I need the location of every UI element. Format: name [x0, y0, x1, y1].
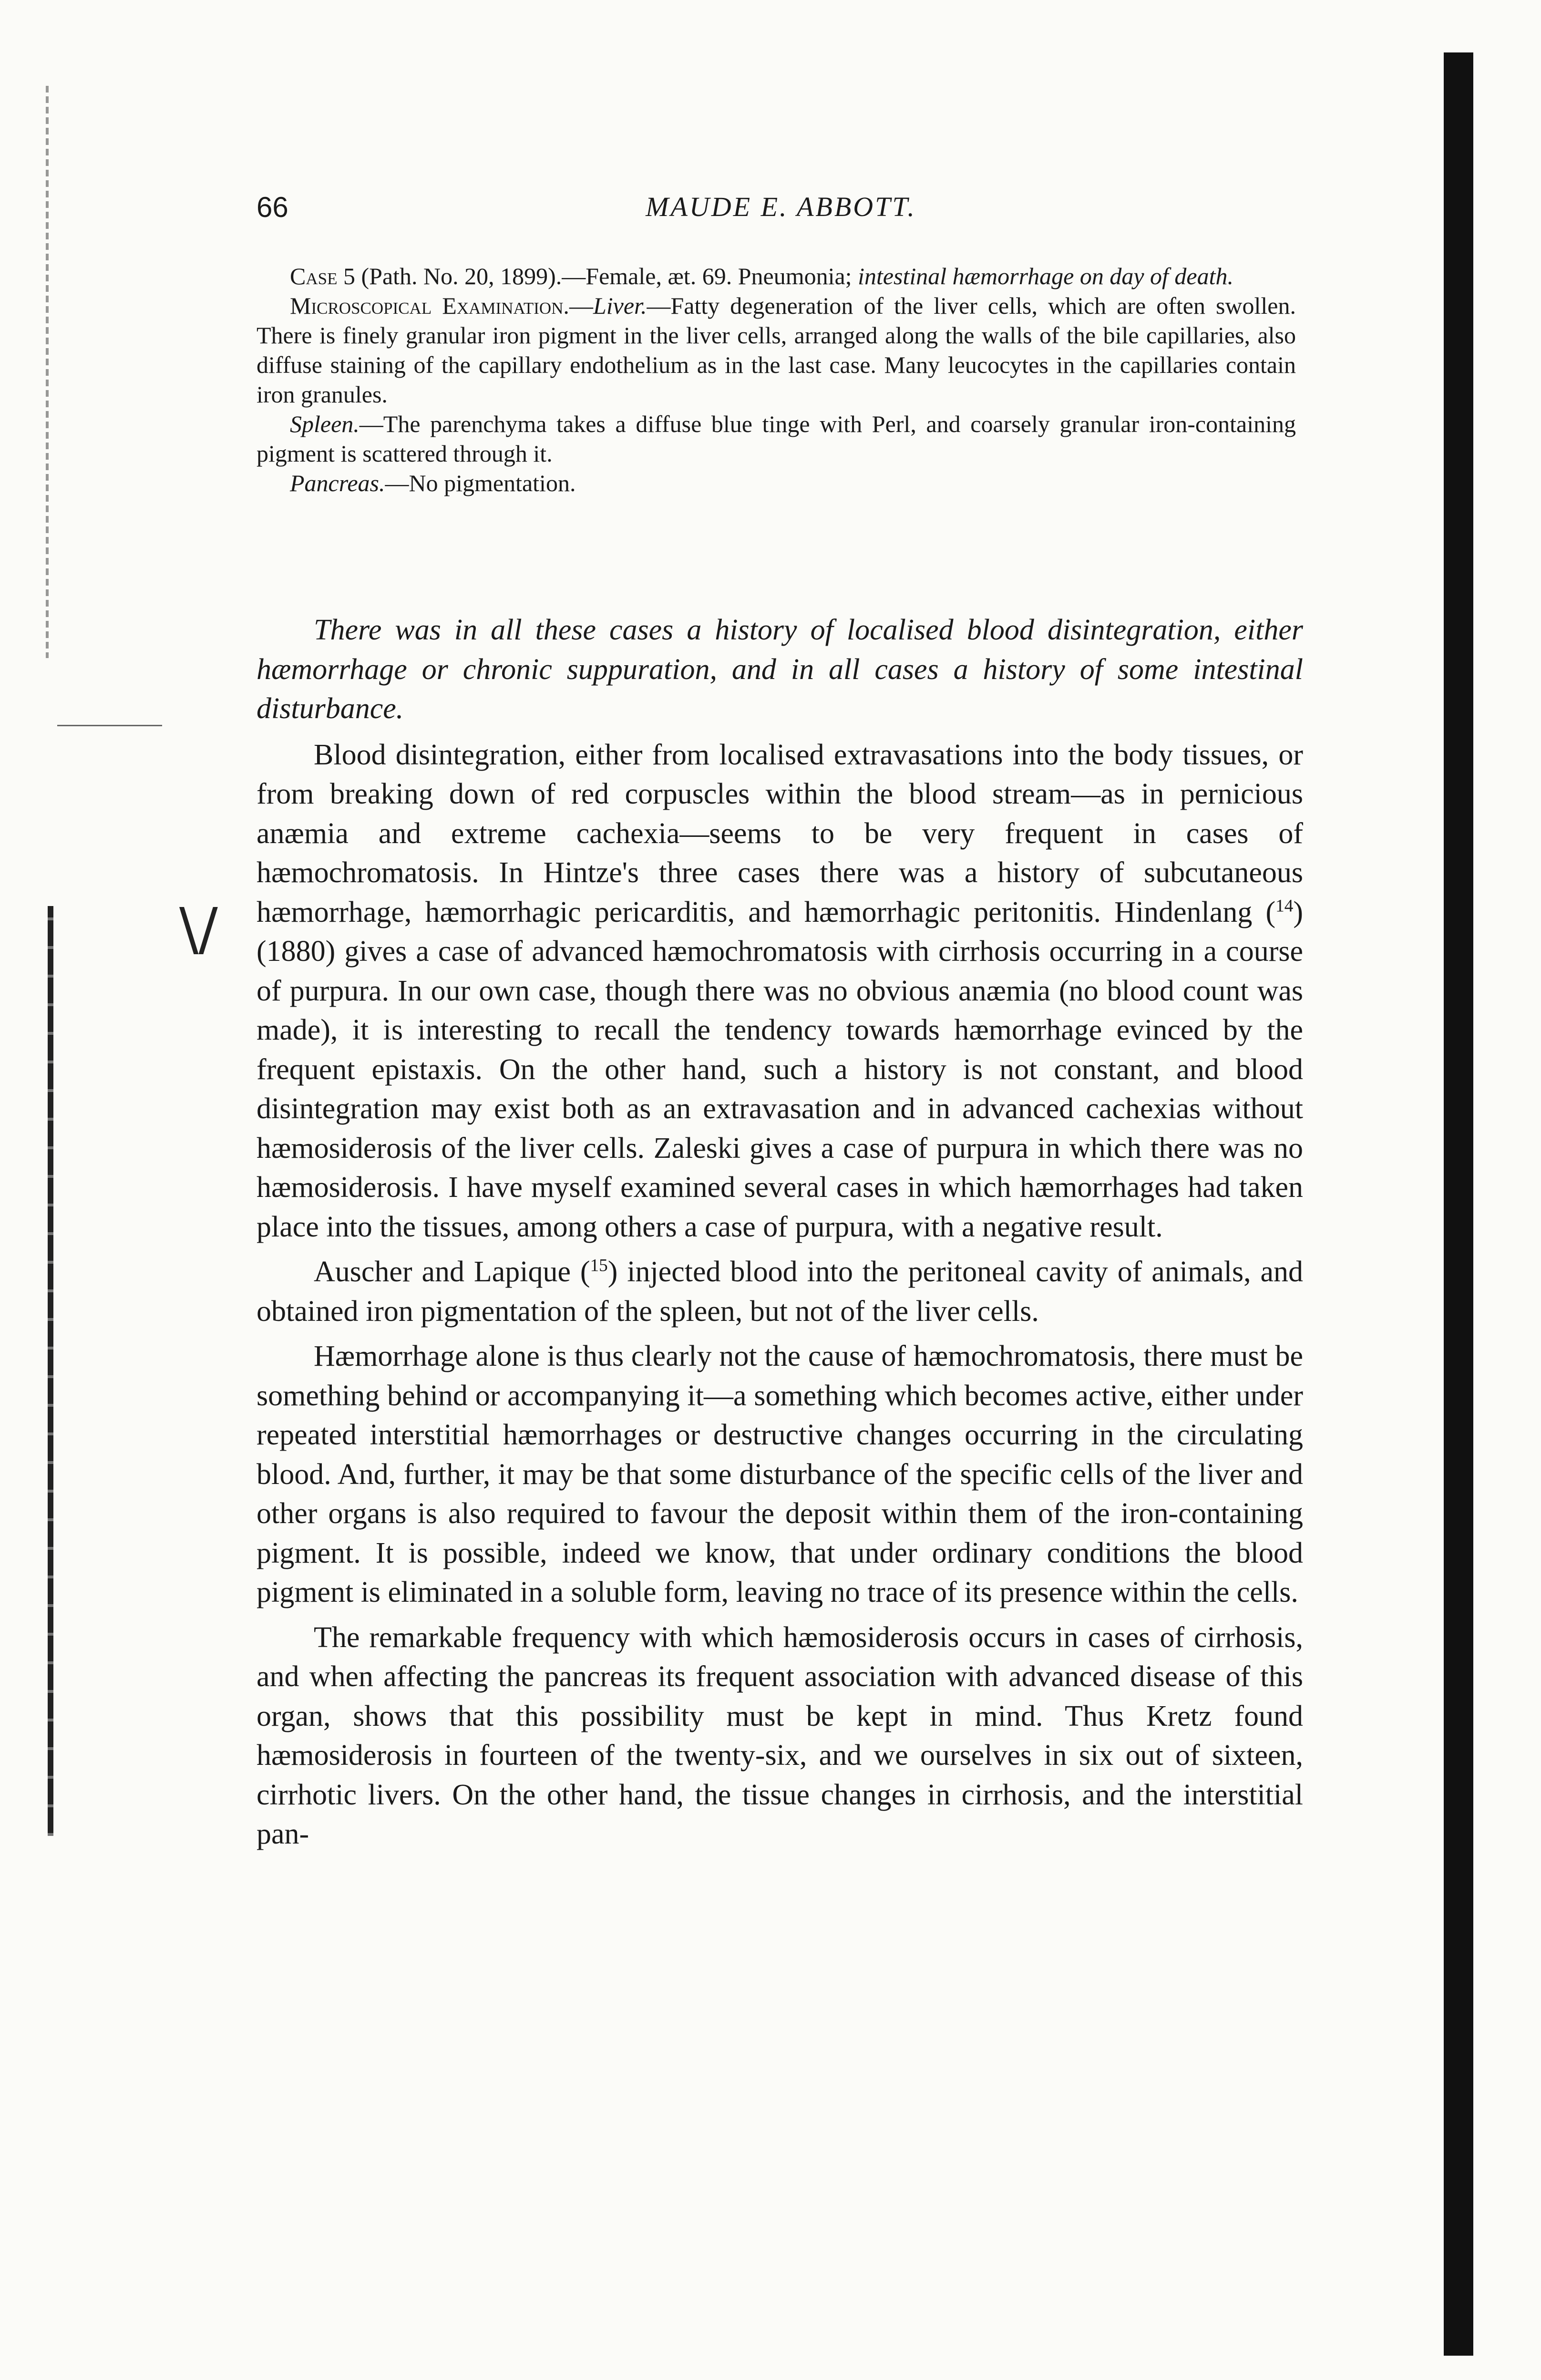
case-heading-italic: intestinal hæmorrhage on day of death. [858, 263, 1234, 289]
case-report [257, 261, 1296, 498]
scan-edge-shadow [1444, 52, 1473, 2356]
running-title: MAUDE E. ABBOTT. [646, 191, 916, 222]
case-heading [257, 261, 1296, 291]
liver-text: —Fatty degeneration of the liver cells, which are often swollen. There is finely granular iron pigment in the liver cells, arranged along the walls of the bile capillaries, also diffuse staining of the capillary endothelium as in the last case. Many leucocytes in the capillaries contain iron granules. [257, 292, 1296, 408]
paragraph-haemorrhage-alone: Hæmorrhage alone is thus clearly not the cause of hæmochromatosis, there must be something behind or accompanying it—a something which becomes active, either under repeated interstitial hæmorrhages or destructive changes occurring in the circulating blood. And, further, it may be that some disturbance of the specific cells of the liver and other organs is also required to favour the deposit within them of the iron-containing pigment. It is possible, indeed we know, that under ordinary conditions the blood pigment is eliminated in a soluble form, leaving no trace of its presence within the cells. [257, 1340, 1303, 1608]
microscopical-dash: — [569, 292, 593, 319]
spleen-text: —The parenchyma takes a diffuse blue tinge with Perl, and coarsely granular iron-containing pigment is scattered through it. [257, 411, 1296, 467]
paragraph-text: ) (1880) gives a case of advanced hæmochromatosis with cirrhosis occurring in a course of purpura. In our own case, though there was no obvious anæmia (no blood count was made), it is interesting to recall the tendency towards hæmorrhage evinced by the frequent epistaxis. On the other hand, such a history is not constant, and blood disintegration may exist both as an extravasation and in advanced cachexias without hæmosiderosis of the liver cells. Zaleski gives a case of purpura in which there was no hæmosiderosis. I have myself examined several cases in which hæmorrhages had taken place into the tissues, among others a case of purpura, with a negative result. [257, 896, 1303, 1243]
reference-14: 14 [1275, 896, 1294, 916]
paragraph-text: Auscher and Lapique ( [314, 1256, 590, 1288]
case-label: Case [290, 263, 338, 289]
paragraph-blood-disintegration [257, 735, 1303, 1247]
running-head [257, 191, 1305, 229]
pancreas-label: Pancreas. [290, 470, 385, 496]
scan-left-binding-artifact [48, 906, 53, 1836]
liver-label: Liver. [593, 292, 647, 319]
page-number: 66 [257, 191, 288, 223]
paragraph-auscher-lapique [257, 1252, 1303, 1331]
pancreas-text: —No pigmentation. [385, 470, 576, 496]
case-pancreas [257, 468, 1296, 498]
scan-left-margin-artifact [46, 86, 49, 658]
main-body [257, 610, 1303, 1854]
case-heading-text: 5 (Path. No. 20, 1899).—Female, æt. 69. Pneumonia; [337, 263, 858, 289]
paragraph-text: Blood disintegration, either from localised extravasations into the body tissues, or from breaking down of red corpuscles within the blood stream—as in pernicious anæmia and extreme cachexia—seems to be very frequent in cases of hæmochromatosis. In Hintze's three cases there was a history of subcutaneous hæmorrhage, hæmorrhagic pericarditis, and hæmorrhagic peritonitis. Hindenlang ( [257, 738, 1303, 928]
paragraph-remarkable-frequency: The remarkable frequency with which hæmosiderosis occurs in cases of cirrhosis, and when affecting the pancreas its frequent association with advanced disease of this organ, shows that this possibility must be kept in mind. Thus Kretz found hæmosiderosis in fourteen of the twenty-six, and we ourselves in six out of sixteen, cirrhotic livers. On the other hand, the tissue changes in cirrhosis, and the interstitial pan- [257, 1621, 1303, 1850]
handwritten-margin-check-mark: \/ [179, 896, 218, 963]
microscopical-label: Microscopical Examination. [290, 292, 569, 319]
paragraph-text: ) injected blood into the peritoneal cavity of animals, and obtained iron pigmentation of the spleen, but not of the liver cells. [257, 1256, 1303, 1328]
case-liver [257, 291, 1296, 409]
spleen-label: Spleen. [290, 411, 360, 437]
summary-paragraph: There was in all these cases a history of localised blood disintegration, either hæmorrhage or chronic suppuration, and in all cases a history of some intestinal disturbance. [257, 614, 1303, 725]
scan-margin-tick [57, 725, 162, 726]
case-spleen [257, 409, 1296, 468]
reference-15: 15 [590, 1256, 608, 1276]
